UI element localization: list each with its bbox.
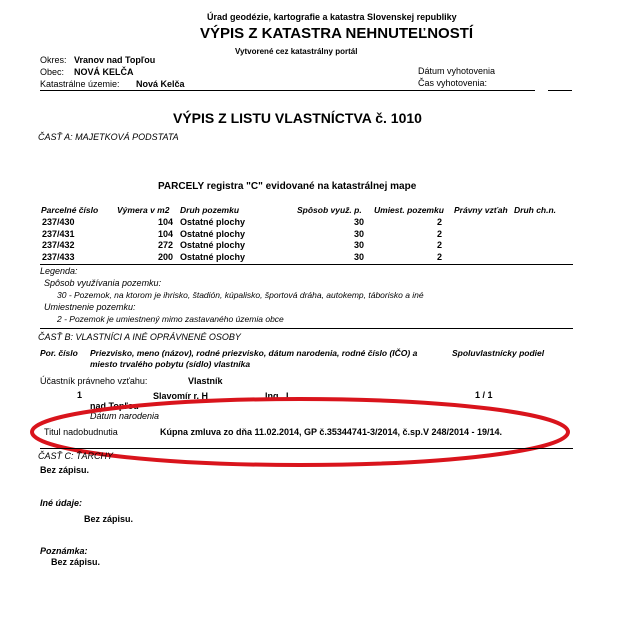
okres-value: Vranov nad Topľou [74, 55, 156, 65]
parcel-use: 30 [354, 229, 365, 239]
document-subtitle: Vytvorené cez katastrálny portál [235, 47, 358, 56]
cas-vyhotovenia-label: Čas vyhotovenia: [418, 78, 488, 88]
part-c-value: Bez zápisu. [40, 465, 90, 475]
redaction-mark [222, 391, 262, 401]
parcel-area: 104 [158, 217, 174, 227]
datum-vyhotovenia-label: Dátum vyhotovenia [418, 66, 496, 76]
header-divider-right [548, 90, 572, 91]
column-header: Spôsob využ. p. [297, 205, 362, 215]
parcel-type: Ostatné plochy [180, 229, 246, 239]
okres-label: Okres: [40, 55, 67, 65]
por-cislo-header: Por. číslo [40, 348, 78, 358]
legend-use-value: 30 - Pozemok, na ktorom je ihrisko, štadión, kúpalisko, športová dráha, autokemp, táborisko a iné [57, 290, 424, 300]
column-header: Druh pozemku [180, 205, 240, 215]
part-a-title: ČASŤ A: MAJETKOVÁ PODSTATA [38, 132, 179, 142]
column-header: Druh ch.n. [514, 205, 557, 215]
office-name: Úrad geodézie, kartografie a katastra Slovenskej republiky [207, 12, 457, 22]
parcel-location: 2 [437, 252, 443, 262]
parcel-number: 237/430 [42, 217, 75, 227]
legend-location-value: 2 - Pozemok je umiestnený mimo zastavaného územia obce [57, 314, 284, 324]
column-header: Parcelné číslo [41, 205, 99, 215]
owner-number: 1 [77, 390, 83, 400]
note-value: Bez zápisu. [51, 557, 101, 567]
other-label: Iné údaje: [40, 498, 83, 508]
other-value: Bez zápisu. [84, 514, 134, 524]
document-title: VÝPIS Z KATASTRA NEHNUTEĽNOSTÍ [200, 25, 474, 42]
owner-info-header: Priezvisko, meno (názov), rodné priezvisko, dátum narodenia, rodné číslo (IČO) a [90, 348, 418, 358]
parcel-use: 30 [354, 252, 365, 262]
column-header: Výmera v m2 [117, 205, 170, 215]
owner-share: 1 / 1 [475, 390, 493, 400]
parcel-location: 2 [437, 217, 443, 227]
parcel-number: 237/432 [42, 240, 75, 250]
parcel-number: 237/433 [42, 252, 75, 262]
title-label: Titul nadobudnutia [44, 427, 118, 437]
parcel-location: 2 [437, 229, 443, 239]
section-divider [40, 328, 573, 329]
header-divider [40, 90, 535, 91]
owner-info-header-line2: miesto trvalého pobytu (sídlo) vlastníka [90, 359, 251, 369]
legend-location-label: Umiestnenie pozemku: [44, 302, 136, 312]
parcel-type: Ostatné plochy [180, 240, 246, 250]
title-value: Kúpna zmluva zo dňa 11.02.2014, GP č.35344741-3/2014, č.sp.V 248/2014 - 19/14. [160, 427, 503, 437]
dob-label: Dátum narodenia [90, 411, 160, 421]
list-title: VÝPIS Z LISTU VLASTNÍCTVA č. 1010 [173, 110, 422, 126]
section-divider [40, 448, 573, 449]
legend-label: Legenda: [40, 266, 78, 276]
parcel-area: 272 [158, 240, 174, 250]
parcel-use: 30 [354, 217, 365, 227]
participant-value: Vlastník [188, 376, 223, 386]
legend-use-label: Spôsob využívania pozemku: [44, 278, 162, 288]
note-label: Poznámka: [40, 546, 88, 556]
column-header: Právny vzťah [454, 205, 508, 215]
owner-address: nad Topľou [90, 401, 139, 411]
ku-label: Katastrálne územie: [40, 79, 120, 89]
owner-name: Slavomír r. H [153, 391, 209, 401]
part-b-title: ČASŤ B: VLASTNÍCI A INÉ OPRÁVNENÉ OSOBY [38, 332, 241, 342]
owner-suffix: Ing., I [265, 391, 289, 401]
obec-label: Obec: [40, 67, 65, 77]
parcels-title: PARCELY registra "C" evidované na katastrálnej mape [158, 181, 417, 192]
part-c-title: ČASŤ C: ŤARCHY [38, 451, 114, 461]
parcel-location: 2 [437, 240, 443, 250]
parcel-use: 30 [354, 240, 365, 250]
parcel-area: 104 [158, 229, 174, 239]
column-header: Umiest. pozemku [374, 205, 444, 215]
table-divider [40, 264, 573, 265]
share-header: Spoluvlastnícky podiel [452, 348, 545, 358]
ku-value: Nová Kelča [136, 79, 185, 89]
parcel-type: Ostatné plochy [180, 217, 246, 227]
participant-label: Účastník právneho vzťahu: [40, 376, 148, 386]
parcel-number: 237/431 [42, 229, 75, 239]
parcel-area: 200 [158, 252, 174, 262]
obec-value: NOVÁ KELČA [74, 67, 134, 77]
parcel-type: Ostatné plochy [180, 252, 246, 262]
